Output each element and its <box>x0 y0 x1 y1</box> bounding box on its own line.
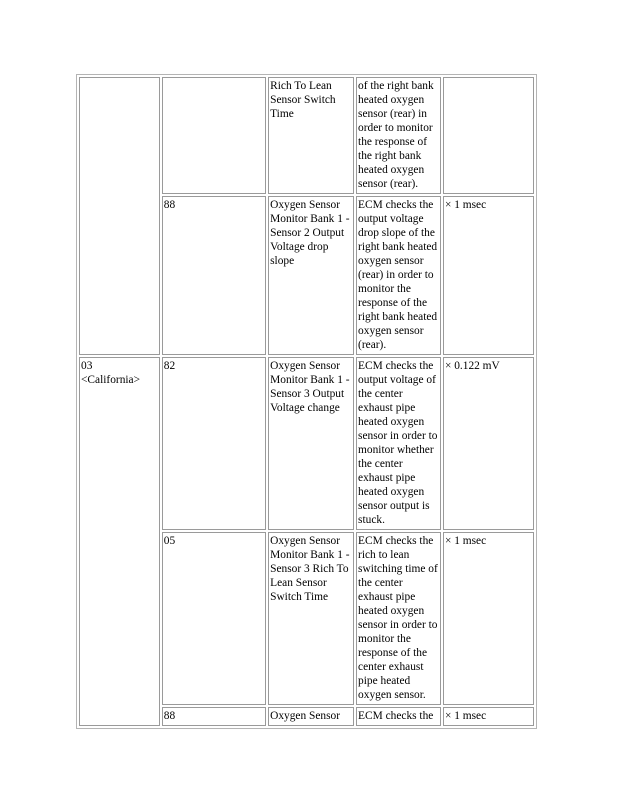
spec-table <box>76 74 537 729</box>
unit-cell: × 1 msec <box>443 707 534 726</box>
item-cell: Oxygen Sensor Monitor Bank 1 - Sensor 3 Output Voltage change <box>268 357 354 530</box>
unit-cell: × 1 msec <box>443 196 534 355</box>
item-cell: Oxygen Sensor Monitor Bank 1 - Sensor 3 Rich To Lean Sensor Switch Time <box>268 532 354 705</box>
code-cell: 82 <box>162 357 266 530</box>
description-cell: ECM checks the output voltage drop slope of the right bank heated oxygen sensor (rear) in order to monitor the response of the right bank heated oxygen sensor (rear). <box>356 196 441 355</box>
code-cell: 88 <box>162 196 266 355</box>
item-cell: Oxygen Sensor Monitor Bank 1 - Sensor 2 Output Voltage drop slope <box>268 196 354 355</box>
description-cell: of the right bank heated oxygen sensor (rear) in order to monitor the response of the right bank heated oxygen sensor (rear). <box>356 77 441 194</box>
item-cell: Rich To Lean Sensor Switch Time <box>268 77 354 194</box>
unit-cell: × 1 msec <box>443 532 534 705</box>
group-cell: 03 <California> <box>79 357 160 726</box>
table-row <box>79 357 534 530</box>
table-row <box>79 77 534 194</box>
description-cell: ECM checks the <box>356 707 441 726</box>
code-cell: 88 <box>162 707 266 726</box>
unit-cell <box>443 77 534 194</box>
description-cell: ECM checks the rich to lean switching time of the center exhaust pipe heated oxygen sensor in order to monitor the response of the center exhaust pipe heated oxygen sensor. <box>356 532 441 705</box>
description-cell: ECM checks the output voltage of the center exhaust pipe heated oxygen sensor in order to monitor whether the center exhaust pipe heated oxygen sensor output is stuck. <box>356 357 441 530</box>
group-cell <box>79 77 160 355</box>
code-cell: 05 <box>162 532 266 705</box>
code-cell <box>162 77 266 194</box>
item-cell: Oxygen Sensor <box>268 707 354 726</box>
unit-cell: × 0.122 mV <box>443 357 534 530</box>
